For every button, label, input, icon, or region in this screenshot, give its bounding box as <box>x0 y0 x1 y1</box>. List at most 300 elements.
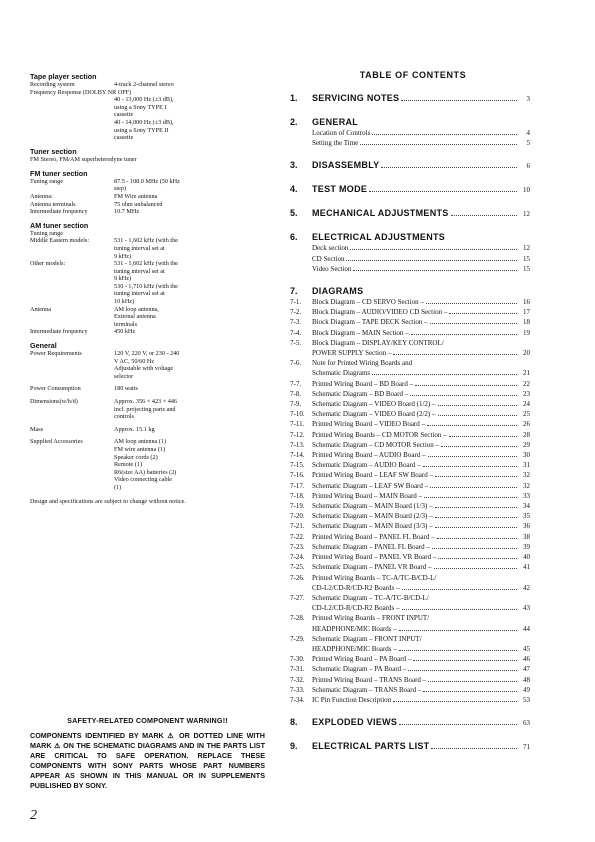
dot-leader <box>372 373 517 375</box>
entry-number: 7-23. <box>290 542 305 551</box>
chapter-number: 6. <box>290 232 298 243</box>
toc-entry <box>290 685 530 695</box>
spec-value <box>114 426 240 434</box>
dot-leader <box>434 567 517 569</box>
spec-value-line: cassette <box>114 134 134 142</box>
toc-chapter <box>290 741 530 753</box>
spec-value <box>114 96 240 142</box>
spec-label: Dimensions(w/h/d) <box>30 398 78 405</box>
spec-row <box>30 328 240 336</box>
entry-page: 33 <box>523 491 530 500</box>
dot-leader <box>402 608 518 610</box>
dot-leader <box>451 214 517 216</box>
entry-page: 31 <box>523 461 530 470</box>
toc-entry <box>290 460 530 470</box>
entry-title: Schematic Diagram – PA Board – <box>312 665 407 674</box>
spec-value-line: 120 V, 220 V, or 230 - 240 <box>114 350 180 358</box>
entry-title: Note for Printed Wiring Boards and <box>312 359 413 368</box>
entry-page: 49 <box>523 685 530 694</box>
spec-value <box>114 438 240 491</box>
entry-number: 7-5. <box>290 338 302 347</box>
spec-value-line: AM loop antenna, <box>114 305 159 313</box>
entry-title: Printed Wiring Board – VIDEO Board – <box>312 420 426 429</box>
entry-title: Schematic Diagram – CD MOTOR Section – <box>312 440 440 449</box>
toc-entry <box>290 481 530 491</box>
dot-leader <box>381 166 517 168</box>
spec-row <box>30 208 240 216</box>
entry-number: 7-3. <box>290 318 302 327</box>
entry-title: Setting the Time <box>312 139 359 148</box>
dot-leader <box>402 588 518 590</box>
toc-entry <box>290 409 530 419</box>
safety-warning-title: SAFETY-RELATED COMPONENT WARNING!! <box>67 716 228 725</box>
entry-title: Printed Wiring Board – MAIN Board – <box>312 491 423 500</box>
toc-entry <box>290 419 530 429</box>
entry-title: Schematic Diagram – BD Board – <box>312 389 409 398</box>
toc-entry <box>290 521 530 531</box>
entry-number: 7-25. <box>290 563 305 572</box>
dot-leader <box>423 465 517 467</box>
spec-value <box>114 208 240 216</box>
spec-value-line: using a Sony TYPE I <box>114 103 167 111</box>
spec-row <box>30 398 240 421</box>
toc-chapter <box>290 286 530 297</box>
toc-entry <box>290 501 530 511</box>
toc-chapter <box>290 117 530 128</box>
spec-value <box>114 81 240 89</box>
spec-value-line: External antenna <box>114 313 156 321</box>
spec-value <box>114 237 240 260</box>
spec-value-line: Video connecting cable <box>114 476 173 484</box>
chapter-title: SERVICING NOTES <box>312 93 400 103</box>
chapter-title: DISASSEMBLY <box>312 160 380 171</box>
spec-value <box>114 230 240 238</box>
entry-page: 45 <box>523 644 530 653</box>
toc-entry <box>290 573 530 583</box>
toc-entry <box>290 254 530 264</box>
entry-title: Schematic Diagram – MAIN Board (1/3) – <box>312 502 433 511</box>
spec-value-line: tuning interval set at <box>114 267 165 275</box>
dot-leader <box>430 486 517 488</box>
dot-leader <box>360 143 517 145</box>
toc-entry <box>290 338 530 348</box>
spec-value-line: R6(size AA) batteries (2) <box>114 468 177 476</box>
chapter-number: 3. <box>290 160 298 171</box>
toc-entry <box>290 624 530 634</box>
spec-value-line: 9 kHz) <box>114 275 132 283</box>
toc-entry <box>290 654 530 664</box>
toc-entry <box>290 307 530 317</box>
entry-title: Schematic Diagram – MAIN Board (2/3) – <box>312 512 433 521</box>
toc-entry <box>290 368 530 378</box>
dot-leader <box>424 496 517 498</box>
entry-page: 4 <box>526 129 530 137</box>
entry-title: IC Pin Function Description <box>312 695 392 704</box>
dot-leader <box>441 445 517 447</box>
entry-title: Schematic Diagram – TRANS Board – <box>312 685 422 694</box>
entry-page: 17 <box>523 308 530 317</box>
spec-value-line: V AC, 50/60 Hz <box>114 357 155 365</box>
entry-page: 42 <box>523 583 530 592</box>
dot-leader <box>428 455 517 457</box>
toc-entry <box>290 583 530 593</box>
spec-value <box>114 178 240 193</box>
dot-leader <box>411 333 517 335</box>
chapter-number: 5. <box>290 208 298 219</box>
entry-number: 7-12. <box>290 430 305 439</box>
spec-value <box>114 193 240 201</box>
entry-page: 53 <box>523 695 530 704</box>
chapter-page: 6 <box>526 162 530 171</box>
entry-number: 7-16. <box>290 471 305 480</box>
entry-number: 7-2. <box>290 308 302 317</box>
spec-row <box>30 193 240 201</box>
toc-entry <box>290 675 530 685</box>
toc-entry <box>290 317 530 327</box>
spec-value-line: tuning interval set at <box>114 244 165 252</box>
page-number: 2 <box>30 808 37 823</box>
dot-leader <box>426 302 517 304</box>
dot-leader <box>423 690 517 692</box>
spec-value-line: 531 - 1,602 kHz (with the <box>114 237 178 245</box>
spec-row <box>30 178 240 193</box>
spec-value <box>114 385 240 393</box>
entry-number: 7-28. <box>290 614 305 623</box>
chapter-page: 63 <box>523 719 530 728</box>
toc-entry <box>290 399 530 409</box>
entry-page: 22 <box>523 379 530 388</box>
entry-page: 38 <box>523 532 530 541</box>
safety-warning <box>30 716 265 791</box>
entry-number: 7-11. <box>290 420 305 429</box>
entry-title: Block Diagram – TAPE DECK Section – <box>312 318 428 327</box>
entry-number: 7-18. <box>290 491 305 500</box>
spec-row <box>30 81 240 89</box>
spec-value-line: controls <box>114 413 134 421</box>
entry-page: 5 <box>526 139 530 148</box>
entry-title: POWER SUPPLY Section – <box>312 349 392 358</box>
entry-page: 35 <box>523 512 530 521</box>
toc-entry <box>290 552 530 562</box>
toc-entry <box>290 138 530 148</box>
entry-page: 16 <box>523 298 530 307</box>
toc-entry <box>290 664 530 674</box>
entry-page: 40 <box>523 553 530 562</box>
spec-value-line: 450 kHz <box>114 328 136 336</box>
spec-value-line: Remote (1) <box>114 461 143 469</box>
dot-leader <box>435 475 517 477</box>
entry-title: Schematic Diagram – LEAF SW Board – <box>312 481 429 490</box>
spec-value-line: 530 - 1,710 kHz (with the <box>114 282 178 290</box>
entry-title: Video Section <box>312 264 352 273</box>
spec-value-line: incl. projecting parts and <box>114 405 176 413</box>
toc-entry <box>290 634 530 644</box>
chapter-number: 8. <box>290 717 298 728</box>
spec-row <box>30 438 240 491</box>
chapter-title: ELECTRICAL ADJUSTMENTS <box>312 232 446 243</box>
toc-entry <box>290 470 530 480</box>
dot-leader <box>353 269 517 271</box>
spec-row <box>30 426 240 434</box>
entry-number: 7-21. <box>290 522 305 531</box>
entry-number: 7-1. <box>290 298 302 307</box>
toc-entry <box>290 348 530 358</box>
spec-text: FM Stereo, FM/AM superheterodyne tuner <box>30 155 137 163</box>
toc-title: TABLE OF CONTENTS <box>359 70 467 80</box>
dot-leader <box>432 547 517 549</box>
toc-entry <box>290 379 530 389</box>
toc-chapter <box>290 160 530 172</box>
spec-label: Antenna terminals <box>30 200 76 208</box>
safety-warning-text: COMPONENTS IDENTIFIED BY MARK ⚠ OR DOTTED LINE WITH MARK ⚠ ON THE SCHEMATIC DIAGRAMS AND IN THE PARTS LIST ARE CRITICAL TO SAFE OPERATION. REPLACE THESE COMPONENTS WITH SONY PARTS WHOSE PART NUMBERS APPEAR AS SHOWN IN THIS MANUAL OR IN SUPPLEMENTS PUBLISHED BY SONY. <box>30 731 265 790</box>
dot-leader <box>372 133 517 135</box>
entry-title: CD-L2/CD-R/CD-R2 Boards – <box>312 583 400 592</box>
entry-number: 7-27. <box>290 593 305 602</box>
toc-entry <box>290 644 530 654</box>
spec-value-line: 9 kHz) <box>114 252 132 260</box>
design-note: Design and specifications are subject to change without notice. <box>30 497 186 505</box>
spec-value-line: selector <box>114 372 134 380</box>
chapter-title: TEST MODE <box>312 184 368 195</box>
spec-value-line: 4-track 2-channel stereo <box>114 81 174 88</box>
spec-value-line: 87.5 - 108.0 MHz (50 kHz <box>114 177 180 185</box>
entry-number: 7-30. <box>290 655 305 664</box>
entry-title: Schematic Diagrams <box>312 369 371 378</box>
entry-title: HEADPHONE/MIC Boards – <box>312 624 397 633</box>
entry-title: CD-L2/CD-R/CD-R2 Boards – <box>312 604 400 613</box>
spec-label: Tuning range <box>30 177 63 185</box>
entry-title: Schematic Diagram – VIDEO Board (2/2) – <box>312 410 436 419</box>
spec-row <box>30 230 240 238</box>
spec-label: Intermediate frequency <box>30 328 88 336</box>
spec-row <box>30 260 240 306</box>
toc-chapter <box>290 184 530 196</box>
chapter-title: MECHANICAL ADJUSTMENTS <box>312 208 449 219</box>
entry-page: 39 <box>523 542 530 551</box>
entry-page: 36 <box>523 522 530 531</box>
toc-entry <box>290 603 530 613</box>
dot-leader <box>438 404 517 406</box>
dot-leader <box>399 629 517 631</box>
spec-label: Mass <box>30 425 44 433</box>
entry-title: HEADPHONE/MIC Boards – <box>312 644 397 653</box>
entry-page: 19 <box>523 328 530 337</box>
spec-value-line: Speaker cords (2) <box>114 453 158 461</box>
chapter-page: 3 <box>526 95 530 103</box>
entry-page: 15 <box>523 264 530 273</box>
entry-page: 25 <box>523 410 530 419</box>
entry-title: Schematic Diagram – MAIN Board (3/3) – <box>312 522 433 531</box>
chapter-number: 9. <box>290 741 298 752</box>
entry-title: CD Section <box>312 254 345 263</box>
spec-section-heading: FM tuner section <box>30 168 88 178</box>
toc-entry <box>290 695 530 705</box>
chapter-page: 10 <box>523 186 530 195</box>
entry-number: 7-20. <box>290 512 305 521</box>
spec-row <box>30 89 240 97</box>
spec-value-line: using a Sony TYPE II <box>114 126 169 134</box>
dot-leader <box>408 669 517 671</box>
entry-title: Printed Wiring Board – LEAF SW Board – <box>312 471 433 480</box>
entry-number: 7-15. <box>290 461 305 470</box>
dot-leader <box>393 700 517 702</box>
entry-page: 43 <box>523 604 530 613</box>
entry-page: 12 <box>523 244 530 253</box>
toc-entry <box>290 358 530 368</box>
entry-page: 26 <box>523 420 530 429</box>
entry-page: 41 <box>523 563 530 572</box>
spec-value-line: Adjustable with voltage <box>114 365 174 373</box>
spec-value-line: cassette <box>114 111 134 119</box>
entry-page: 32 <box>523 471 530 480</box>
entry-number: 7-31. <box>290 665 305 674</box>
dot-leader <box>393 353 517 355</box>
spec-label: Power Consumption <box>30 385 81 393</box>
entry-title: Printed Wiring Board – PANEL VR Board – <box>312 553 437 562</box>
toc-entry <box>290 511 530 521</box>
entry-page: 32 <box>523 481 530 490</box>
dot-leader <box>438 414 517 416</box>
spec-row <box>30 237 240 260</box>
entry-number: 7-8. <box>290 389 302 398</box>
spec-label: Antenna <box>30 305 51 313</box>
spec-section-heading: Tuner section <box>30 146 77 156</box>
dot-leader <box>438 557 517 559</box>
toc-entry <box>290 430 530 440</box>
dot-leader <box>401 99 517 101</box>
entry-title: Schematic Diagram – FRONT INPUT/ <box>312 634 422 643</box>
toc-chapter <box>290 232 530 243</box>
entry-page: 20 <box>523 349 530 358</box>
entry-page: 47 <box>523 665 530 674</box>
dot-leader <box>435 516 517 518</box>
entry-number: 7-17. <box>290 481 305 490</box>
entry-title: Schematic Diagram – TC-A/TC-B/CD-L/ <box>312 593 429 602</box>
toc-entry <box>290 297 530 307</box>
toc-entry <box>290 450 530 460</box>
entry-title: Printed Wiring Board – BD Board – <box>312 379 414 388</box>
entry-title: Block Diagram – DISPLAY/KEY CONTROL/ <box>312 338 444 347</box>
dot-leader <box>437 537 517 539</box>
spec-value <box>114 260 240 306</box>
spec-label: Frequency Response (DOLBY NR OFF) <box>30 88 132 96</box>
spec-value-line: step) <box>114 185 127 193</box>
spec-row <box>30 96 240 142</box>
dot-leader <box>410 394 517 396</box>
spec-value-line: 40 - 14,000 Hz (±3 dB), <box>114 118 174 126</box>
spec-row <box>30 201 240 209</box>
spec-row <box>30 385 240 393</box>
entry-number: 7-9. <box>290 400 302 409</box>
spec-row <box>30 306 240 329</box>
entry-title: Deck section <box>312 244 349 253</box>
entry-title: Printed Wiring Boards – TC-A/TC-B/CD-L/ <box>312 573 437 582</box>
spec-section-heading: Tape player section <box>30 72 97 81</box>
spec-value-line: 180 watts <box>114 385 138 393</box>
spec-value-line: 10 kHz) <box>114 298 135 306</box>
entry-page: 21 <box>523 369 530 378</box>
dot-leader <box>413 659 517 661</box>
chapter-page: 12 <box>523 210 530 219</box>
entry-title: Location of Controls <box>312 129 371 137</box>
entry-page: 28 <box>523 430 530 439</box>
dot-leader <box>399 649 517 651</box>
dot-leader <box>435 526 517 528</box>
spec-value-line: FM wire antenna (1) <box>114 445 166 453</box>
spec-label: Power Requirements <box>30 350 82 358</box>
dot-leader <box>399 723 517 725</box>
spec-value-line: (1) <box>114 483 122 491</box>
dot-leader <box>350 248 517 250</box>
spec-value-line: Approx. 356 × 423 × 446 <box>114 398 178 405</box>
dot-leader <box>428 680 517 682</box>
spec-value-line: 531 - 1,602 kHz (with the <box>114 260 178 268</box>
dot-leader <box>415 384 517 386</box>
entry-number: 7-32. <box>290 675 305 684</box>
spec-label: Supplied Accessories <box>30 438 83 446</box>
spec-label: Recording system <box>30 81 75 88</box>
spec-value-line: tuning interval set at <box>114 290 165 298</box>
entry-number: 7-19. <box>290 502 305 511</box>
spec-label: Tuning range <box>30 229 63 237</box>
entry-number: 7-26. <box>290 573 305 582</box>
spec-value-line: terminals <box>114 320 138 328</box>
spec-label <box>30 96 114 142</box>
spec-value-line: AM loop antenna (1) <box>114 438 167 446</box>
spec-value-line: 40 - 13,000 Hz (±3 dB), <box>114 96 174 104</box>
chapter-number: 2. <box>290 117 298 127</box>
toc-entry <box>290 593 530 603</box>
chapter-title: EXPLODED VIEWS <box>312 717 398 728</box>
entry-number: 7-29. <box>290 634 305 643</box>
entry-title: Schematic Diagram – PANEL VR Board – <box>312 563 432 572</box>
entry-page: 18 <box>523 318 530 327</box>
spec-value-line: FM Wire antenna <box>114 192 158 200</box>
entry-title: Printed Wiring Board – AUDIO Board – <box>312 451 426 460</box>
entry-page: 29 <box>523 440 530 449</box>
spec-section-heading: General <box>30 341 57 351</box>
toc-entry <box>290 562 530 572</box>
spec-value-line: Approx. 15.1 kg <box>114 425 155 433</box>
spec-row <box>30 350 240 380</box>
toc-entry <box>290 542 530 552</box>
entry-number: 7-4. <box>290 328 302 337</box>
toc-entry <box>290 264 530 274</box>
entry-title: Block Diagram – AUDIO/VIDEO CD Section – <box>312 308 448 317</box>
toc-entry <box>290 491 530 501</box>
spec-value-line: 10.7 MHz <box>114 208 140 216</box>
entry-page: 48 <box>523 675 530 684</box>
entry-title: Printed Wiring Board – PA Board – <box>312 655 412 664</box>
dot-leader <box>435 506 517 508</box>
entry-number: 7-34. <box>290 695 305 704</box>
entry-title: Printed Wiring Boards – CD MOTOR Section – <box>312 430 447 439</box>
entry-title: Printed Wiring Board – TRANS Board – <box>312 675 427 684</box>
entry-page: 34 <box>523 502 530 511</box>
toc-entry <box>290 613 530 623</box>
chapter-number: 7. <box>290 286 298 297</box>
entry-title: Schematic Diagram – PANEL FL Board – <box>312 542 430 551</box>
dot-leader <box>369 190 517 192</box>
dot-leader <box>449 312 517 314</box>
dot-leader <box>449 435 517 437</box>
spec-value <box>114 398 240 421</box>
entry-number: 7-22. <box>290 532 305 541</box>
entry-page: 24 <box>523 400 530 409</box>
spec-value-line: 75 ohm unbalanced <box>114 200 163 208</box>
specifications-column <box>30 70 240 506</box>
entry-title: Printed Wiring Board – PANEL FL Board – <box>312 532 435 541</box>
